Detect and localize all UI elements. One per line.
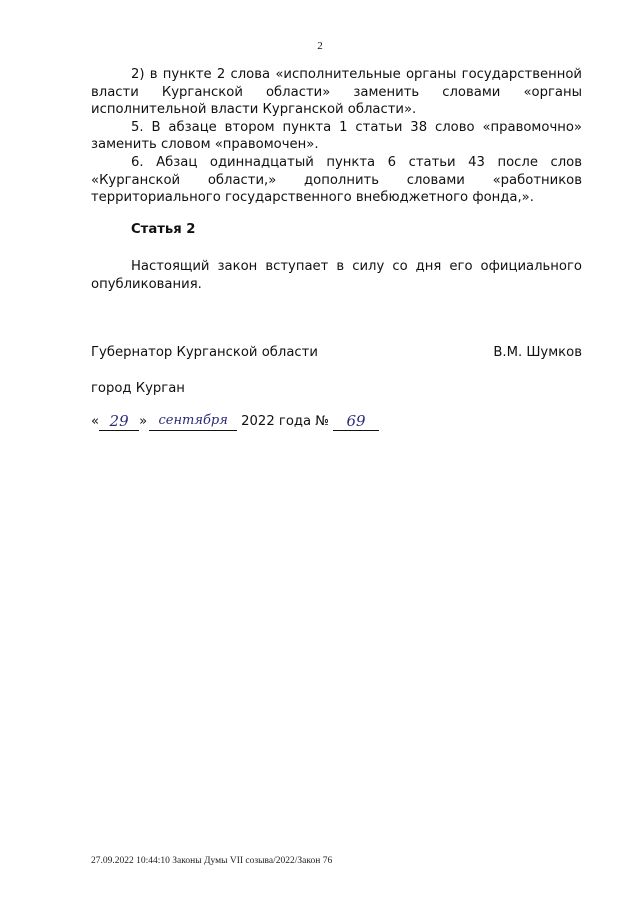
footer-stamp: 27.09.2022 10:44:10 Законы Думы VII созыва/2022/Закон 76 (91, 856, 333, 866)
date-line (91, 412, 379, 431)
paragraph-item-2: 2) в пункте 2 слова «исполнительные органы государственной власти Курганской области» заменить словами «органы исполнительной власти Курганской области». (91, 67, 582, 118)
article-2-block (91, 258, 582, 293)
article-heading: Статья 2 (131, 222, 196, 237)
paragraph-item-5: 5. В абзаце втором пункта 1 статьи 38 слово «правомочно» заменить словом «правомочен». (91, 119, 582, 153)
effective-date-paragraph: Настоящий закон вступает в силу со дня его официального опубликования. (91, 259, 582, 292)
city: город Курган (91, 381, 185, 396)
signature-row (91, 345, 582, 360)
handwritten-law-number: 69 (333, 412, 379, 431)
handwritten-day: 29 (99, 412, 139, 431)
date-year-text: 2022 года № (241, 414, 330, 429)
paragraph-item-6: 6. Абзац одиннадцатый пункта 6 статьи 43 после слов «Курганской области,» дополнить словами «работников территориального государственного внебюджетного фонда,». (91, 154, 582, 206)
page-number: 2 (317, 40, 323, 52)
amendments-block (91, 66, 582, 207)
signatory-name: В.М. Шумков (493, 345, 582, 360)
date-close-quote: » (139, 414, 148, 429)
handwritten-month: сентября (149, 412, 237, 431)
signatory-position: Губернатор Курганской области (91, 345, 318, 360)
date-open-quote: « (91, 414, 100, 429)
